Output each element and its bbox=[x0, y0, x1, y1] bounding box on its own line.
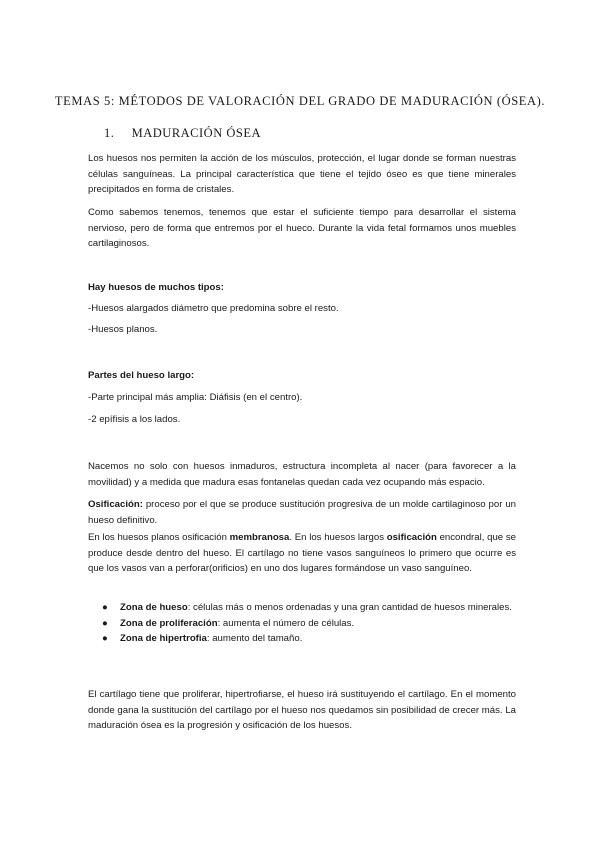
document-title: TEMAS 5: MÉTODOS DE VALORACIÓN DEL GRADO DE MADURACIÓN (ÓSEA). bbox=[54, 94, 546, 108]
list-item bbox=[100, 600, 516, 616]
parts-item-2: -2 epífisis a los lados. bbox=[88, 414, 181, 425]
p4-part-e: encondral, que se produce desde dentro del hueso. El cartílago no tiene vasos sanguíneos lo primero que ocurre es que los vasos van a perforar(orificios) en uno dos lugares formándose un vaso sanguíneo. bbox=[88, 532, 516, 574]
ossification-label: Osificación: bbox=[88, 499, 143, 510]
zone-text: : células más o menos ordenadas y una gran cantidad de huesos minerales. bbox=[187, 602, 512, 613]
zone-label: Zona de hueso bbox=[120, 602, 188, 613]
bullet-icon: ● bbox=[102, 602, 108, 613]
zone-label: Zona de hipertrofia bbox=[120, 633, 207, 644]
ossification-definition: proceso por el que se produce sustitución progresiva de un molde cartilaginoso por un hueso definitivo. bbox=[88, 499, 516, 526]
parts-heading: Partes del hueso largo: bbox=[88, 370, 195, 381]
paragraph-ossification bbox=[88, 497, 516, 528]
paragraph-development: Como sabemos tenemos, tenemos que estar el suficiente tiempo para desarrollar el sistema nervioso, pero de forma que entremos por el hueco. Durante la vida fetal formamos unos muebles cartilaginosos. bbox=[88, 207, 516, 249]
section-heading bbox=[104, 126, 261, 141]
section-number: 1. bbox=[104, 126, 115, 140]
p4-part-a: En los huesos planos osificación bbox=[88, 532, 230, 543]
zone-text: : aumento del tamaño. bbox=[206, 633, 303, 644]
list-item bbox=[100, 631, 516, 647]
parts-item-1: -Parte principal más amplia: Diáfisis (en el centro). bbox=[88, 392, 303, 403]
section-title: MADURACIÓN ÓSEA bbox=[131, 126, 262, 140]
paragraph-ossification-types bbox=[88, 530, 516, 577]
bullet-icon: ● bbox=[102, 633, 108, 644]
zone-label: Zona de proliferación bbox=[120, 617, 218, 629]
paragraph-birth: Nacemos no solo con huesos inmaduros, estructura incompleta al nacer (para favorecer a la movilidad) y a medida que madura esas fontanelas quedan cada vez ocupando más espacio. bbox=[88, 461, 516, 488]
p4-osificacion: osificación bbox=[386, 532, 437, 543]
p4-membranosa: membranosa bbox=[229, 532, 290, 543]
types-item-2: -Huesos planos. bbox=[88, 324, 158, 335]
paragraph-intro: Los huesos nos permiten la acción de los músculos, protección, el lugar donde se forman nuestras células sanguíneas. La principal característica que tiene el tejido óseo es que tiene minerales precipitados en forma de cristales. bbox=[88, 153, 516, 195]
types-heading: Hay huesos de muchos tipos: bbox=[88, 282, 224, 293]
p4-part-c: . En los huesos largos bbox=[289, 532, 387, 543]
bullet-icon: ● bbox=[102, 617, 108, 629]
zones-list bbox=[100, 600, 516, 647]
zone-text: : aumenta el número de células. bbox=[217, 617, 355, 629]
paragraph-conclusion: El cartílago tiene que proliferar, hipertrofiarse, el hueso irá sustituyendo el cartílago. En el momento donde gana la sustitución del cartílago por el hueso nos quedamos sin posibilidad de crecer más. La maduración ósea es la progresión y osificación de los huesos. bbox=[88, 689, 516, 731]
types-item-1: -Huesos alargados diámetro que predomina sobre el resto. bbox=[88, 303, 339, 314]
list-item bbox=[100, 616, 516, 632]
